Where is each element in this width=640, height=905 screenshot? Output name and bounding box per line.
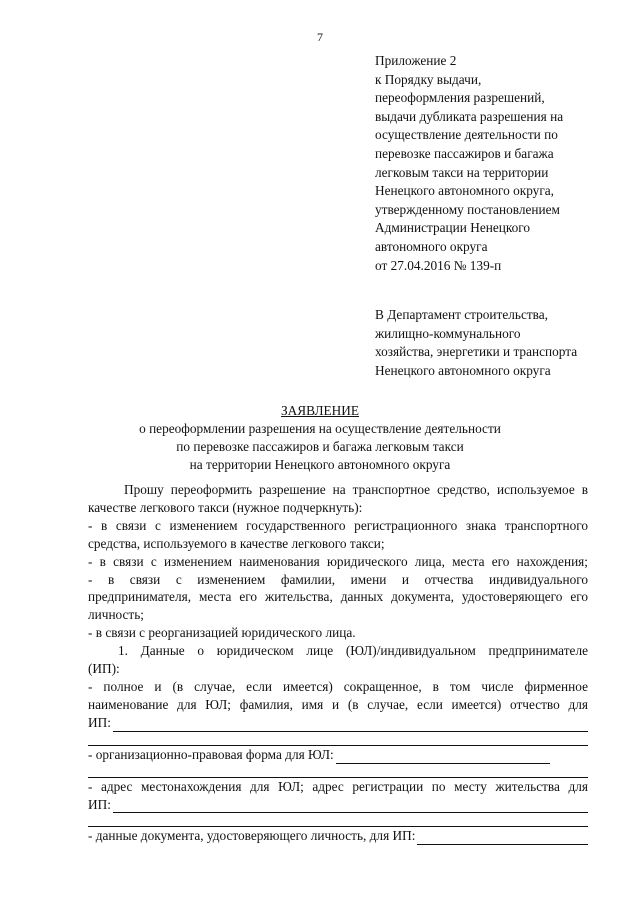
address-field[interactable]: [88, 796, 588, 814]
field-description: наименование для ЮЛ; фамилия, имя и (в случае, если имеется) отчество для: [88, 696, 588, 712]
reason-line: - в связи с изменением наименования юридического лица, места его нахождения;: [88, 553, 588, 569]
addressee-line: Ненецкого автономного округа: [375, 362, 551, 378]
annex-line: Приложение 2: [375, 53, 457, 68]
annex-line: к Порядку выдачи,: [375, 71, 482, 87]
field-label: - данные документа, удостоверяющего личность, для ИП:: [88, 828, 416, 844]
page-number: 7: [317, 30, 323, 44]
field-label: - организационно-правовая форма для ЮЛ:: [88, 746, 334, 762]
reason-line: - в связи с изменением государственного регистрационного знака транспортного: [88, 517, 588, 533]
field-description: - полное и (в случае, если имеется) сокращенное, в том числе фирменное: [88, 678, 588, 694]
fill-line[interactable]: [88, 764, 588, 778]
application-body: [88, 481, 588, 845]
field-label: ИП:: [88, 714, 111, 730]
addressee-line: хозяйства, энергетики и транспорта: [375, 344, 578, 360]
fill-line[interactable]: [113, 718, 588, 732]
annex-block: [375, 52, 563, 275]
reason-line: предпринимателя, места его жительства, данных документа, удостоверяющего его: [88, 589, 588, 605]
intro-line: качестве легкового такси (нужное подчеркнуть):: [88, 499, 363, 515]
fill-line[interactable]: [88, 732, 588, 746]
addressee-line: В Департамент строительства,: [375, 307, 549, 322]
reason-line: - в связи с изменением фамилии, имени и отчества индивидуального: [88, 571, 588, 587]
subtitle-line: о переоформлении разрешения на осуществлениe деятельности: [139, 421, 501, 436]
field-label: ИП:: [88, 796, 111, 812]
reason-line: средства, используемого в качестве легкового такси;: [88, 535, 385, 551]
reason-line: - в связи с реорганизацией юридического лица.: [88, 625, 356, 641]
field-description: - адрес местонахождения для ЮЛ; адрес регистрации по месту жительства для: [88, 778, 588, 794]
addressee-line: жилищно-коммунального: [375, 325, 521, 341]
fill-line[interactable]: [113, 799, 588, 813]
name-field[interactable]: [88, 714, 588, 732]
annex-line: осуществление деятельности по: [375, 127, 558, 143]
annex-line: легковым такси на территории: [375, 164, 549, 180]
intro-line: Прошу переоформить разрешение на транспортное средство, используемое в: [124, 482, 588, 497]
document-heading: [0, 402, 640, 474]
subtitle-line: по перевозке пассажиров и багажа легковым такси: [176, 439, 464, 454]
section-heading: (ИП):: [88, 661, 120, 677]
legal-form-field[interactable]: [88, 746, 550, 764]
annex-line: выдачи дубликата разрешения на: [375, 108, 564, 124]
annex-line: Администрации Ненецкого: [375, 220, 531, 236]
annex-line: Ненецкого автономного округа,: [375, 183, 554, 199]
section-heading: 1. Данные о юридическом лице (ЮЛ)/индивидуальном предпринимателе: [118, 643, 588, 659]
annex-line: перевозке пассажиров и багажа: [375, 145, 554, 161]
addressee-block: [375, 306, 577, 380]
annex-line: от 27.04.2016 № 139-п: [375, 257, 502, 273]
annex-line: автономного округа: [375, 238, 488, 254]
subtitle-line: на территории Ненецкого автономного округа: [189, 457, 451, 472]
annex-line: переоформления разрешений,: [375, 90, 545, 106]
annex-line: утвержденному постановлением: [375, 201, 560, 217]
fill-line[interactable]: [336, 750, 550, 764]
reason-line: личность;: [88, 607, 145, 623]
fill-line[interactable]: [417, 831, 588, 845]
identity-document-field[interactable]: [88, 827, 588, 845]
fill-line[interactable]: [88, 813, 588, 827]
document-title: ЗАЯВЛЕНИЕ: [281, 403, 359, 418]
